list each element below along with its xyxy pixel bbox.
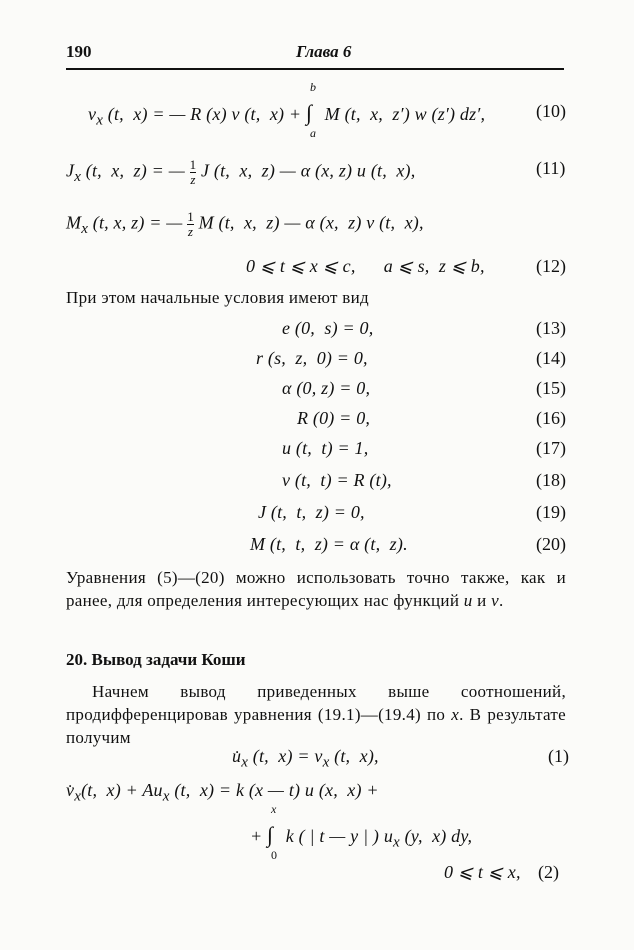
equation-16: R (0) = 0,: [297, 408, 371, 428]
equation-number: (14): [536, 348, 566, 368]
equation-14: r (s, z, 0) = 0,: [256, 348, 368, 368]
header-rule: [66, 68, 564, 70]
equation-number: (15): [536, 378, 566, 398]
equation-number: (10): [536, 101, 566, 121]
equation-number: (20): [536, 534, 566, 554]
equation-number: (19): [536, 502, 566, 522]
equation-number: (12): [536, 256, 566, 276]
equation-2-condition: 0 ⩽ t ⩽ x,: [444, 862, 521, 882]
equation-2-line-1: $v̇_x(t$, $x) + Au_x$ (t, x) = k (x — t) u (x, x) +: [66, 780, 379, 805]
equation-15: α (0, z) = 0,: [282, 378, 371, 398]
equation-1: $u̇_x$ (t, $x) = v_x$ (t, x),: [232, 746, 379, 771]
equation-13: e (0, s) = 0,: [282, 318, 374, 338]
equation-19: J (t, t, z) = 0,: [258, 502, 365, 522]
equation-number: (17): [536, 438, 566, 458]
equation-18: v (t, t) = R (t),: [282, 470, 392, 490]
section-heading: 20. Вывод задачи Коши: [66, 650, 246, 669]
equation-11: $J_x$ (t, x, z) = — $\frac{1}{z}$ J (t, x, z) — α (x, z) u (t, x),: [66, 157, 416, 187]
equation-12: 0 ⩽ t ⩽ x ⩽ c, a ⩽ s, z ⩽ b,: [246, 256, 485, 276]
equation-number: (18): [536, 470, 566, 490]
equation-20: M (t, t, z) = α (t, z).: [250, 534, 408, 554]
equation-number: (1): [548, 746, 569, 766]
equation-number: (13): [536, 318, 566, 338]
intro-text: При этом начальные условия имеют вид: [66, 288, 369, 307]
paragraph-1: Уравнения (5)—(20) можно использовать точно также, как и ранее, для определения интересующих нас функций u и v.: [66, 568, 566, 610]
equation-mx: $M_x$ (t, x, z) = — $\frac{1}{z}$ M (t, x, z) — α (x, z) v (t, x),: [66, 209, 424, 239]
equation-number: (11): [536, 158, 566, 178]
chapter-title: Глава 6: [296, 42, 352, 61]
equation-number: (2): [538, 862, 559, 882]
equation-10: $v_x$ (t, x) = — R (x) v (t, x) + ∫ b a M (t, x, z′) w (z′) dz′,: [88, 80, 486, 140]
equation-number: (16): [536, 408, 566, 428]
page-number: 190: [66, 42, 92, 61]
equation-2-line-2: + ∫ x 0 k ( | t — y | ) $u_x$ (y, x) dy,: [250, 802, 473, 862]
equation-17: u (t, t) = 1,: [282, 438, 369, 458]
paragraph-2: Начнем вывод приведенных выше соотношений, продифференцировав уравнения (19.1)—(19.4) по x. В результате получим: [66, 682, 566, 747]
